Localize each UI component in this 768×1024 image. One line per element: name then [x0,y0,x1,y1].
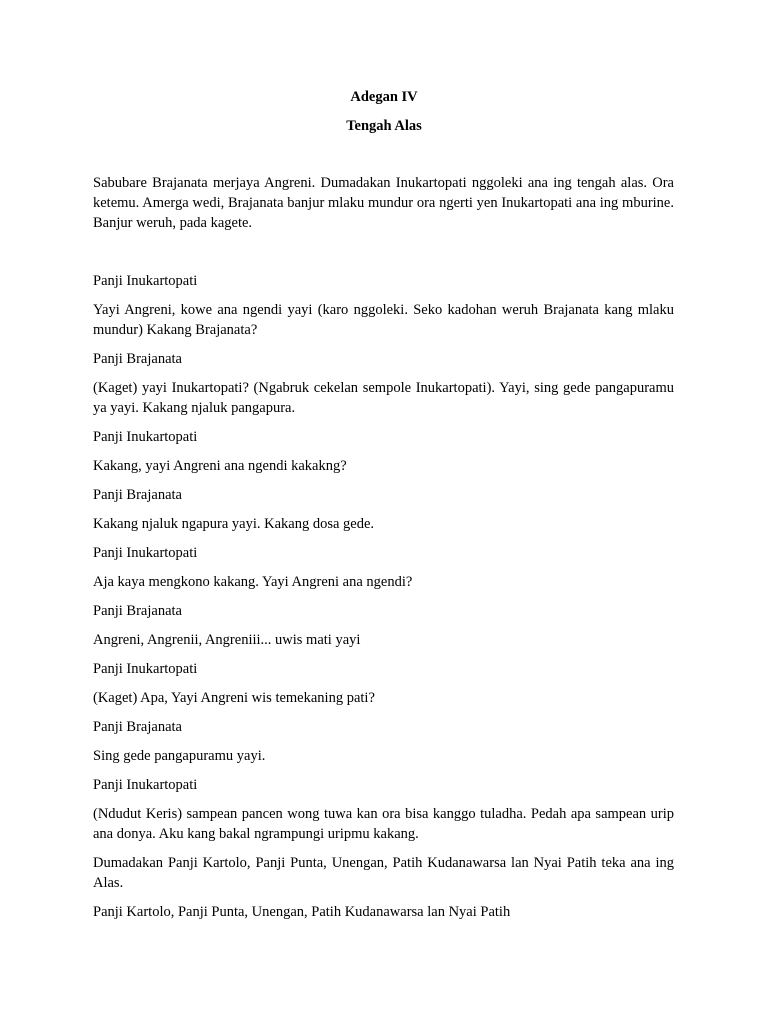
speaker-name: Panji Brajanata [93,603,182,619]
speaker-name: Panji Inukartopati [93,661,198,677]
speaker-name: Panji Inukartopati [93,429,198,445]
final-speaker-names: Panji Kartolo, Panji Punta, Unengan, Patih Kudanawarsa lan Nyai Patih [93,904,511,920]
dialogue-line: Yayi Angreni, kowe ana ngendi yayi (karo nggoleki. Seko kadohan weruh Brajanata kang mlaku mundur) Kakang Brajanata? [93,302,674,338]
dialogue-line: (Ndudut Keris) sampean pancen wong tuwa kan ora bisa kanggo tuladha. Pedah apa sampean urip ana donya. Aku kang bakal ngrampungi uripmu kakang. [93,806,674,842]
speaker-name: Panji Brajanata [93,719,182,735]
scene-subtitle: Tengah Alas [346,118,422,134]
dialogue-line: Kakang njaluk ngapura yayi. Kakang dosa gede. [93,516,375,532]
dialogue-line: Kakang, yayi Angreni ana ngendi kakakng? [93,458,347,474]
speaker-name: Panji Brajanata [93,487,182,503]
intro-paragraph: Sabubare Brajanata merjaya Angreni. Dumadakan Inukartopati nggoleki ana ing tengah alas. Ora ketemu. Amerga wedi, Brajanata banjur mlaku mundur ora ngerti yen Inukartopati ana ing mburine. Banjur weruh, pada kagete. [93,175,674,231]
dialogue-line: (Kaget) yayi Inukartopati? (Ngabruk cekelan sempole Inukartopati). Yayi, sing gede pangapuramu ya yayi. Kakang njaluk pangapura. [93,380,674,416]
document-body [93,173,674,931]
speaker-name: Panji Inukartopati [93,545,198,561]
speaker-name: Panji Inukartopati [93,777,198,793]
dialogue-line: Angreni, Angrenii, Angreniii... uwis mati yayi [93,632,361,648]
scene-title: Adegan IV [350,89,418,105]
speaker-name: Panji Brajanata [93,351,182,367]
dialogue-line: Aja kaya mengkono kakang. Yayi Angreni ana ngendi? [93,574,413,590]
dialogue-line: Sing gede pangapuramu yayi. [93,748,266,764]
narration-paragraph: Dumadakan Panji Kartolo, Panji Punta, Unengan, Patih Kudanawarsa lan Nyai Patih teka ana ing Alas. [93,855,674,891]
speaker-name: Panji Inukartopati [93,273,198,289]
dialogue-line: (Kaget) Apa, Yayi Angreni wis temekaning pati? [93,690,375,706]
